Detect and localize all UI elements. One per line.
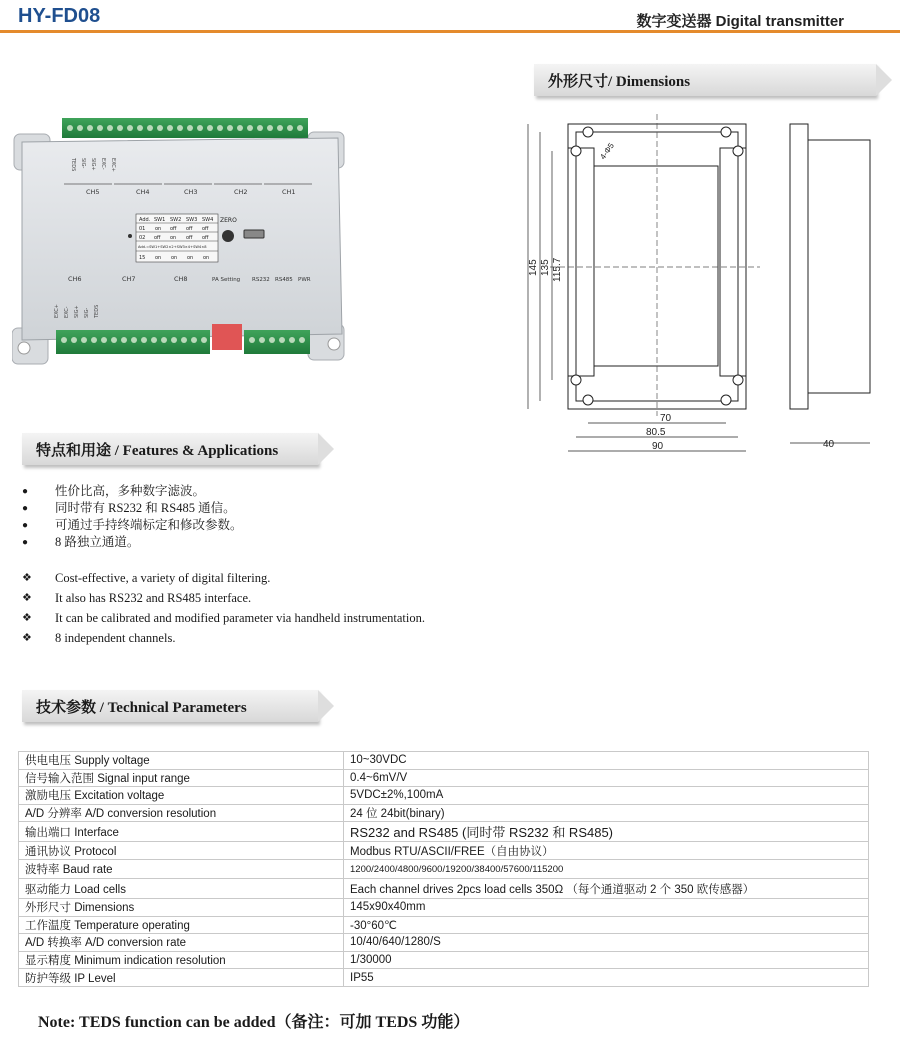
svg-text:off: off <box>202 235 209 241</box>
param-key: 激励电压 Excitation voltage <box>19 787 344 805</box>
zero-label: ZERO <box>220 217 237 224</box>
svg-text:off: off <box>154 235 161 241</box>
side-view-body <box>808 140 870 393</box>
svg-text:SIG+: SIG+ <box>90 158 96 171</box>
svg-text:Add.=SW1+SW2×2+SW3×4+SW4×8: Add.=SW1+SW2×2+SW3×4+SW4×8 <box>138 245 207 249</box>
svg-text:on: on <box>171 255 178 261</box>
svg-text:SIG-: SIG- <box>80 158 86 169</box>
dim-70: 70 <box>660 413 672 424</box>
features-heading-text: 特点和用途 / Features & Applications <box>36 443 279 459</box>
table-row <box>19 898 869 916</box>
list-item: ❖ It can be calibrated and modified parameter via handheld instrumentation. <box>22 608 425 628</box>
ch1-label: CH1 <box>282 188 296 196</box>
svg-text:EXC+: EXC+ <box>54 304 60 318</box>
dim-115-7: 115.7 <box>552 257 563 282</box>
svg-text:on: on <box>155 255 162 261</box>
param-key: A/D 分辨率 A/D conversion resolution <box>19 804 344 822</box>
ch5-label: CH5 <box>86 188 100 196</box>
param-value: 5VDC±2%,100mA <box>344 787 869 805</box>
left-rail <box>568 148 594 376</box>
ch3-label: CH3 <box>184 188 198 196</box>
svg-text:SW1: SW1 <box>154 217 166 223</box>
svg-text:15: 15 <box>139 255 146 261</box>
centerlines <box>550 114 760 416</box>
table-row <box>19 879 869 899</box>
svg-text:SW3: SW3 <box>186 217 198 223</box>
features-en-list <box>22 568 425 648</box>
table-row <box>19 769 869 787</box>
dimensions-heading <box>534 64 876 96</box>
ch8-label: CH8 <box>174 275 188 283</box>
list-item: ❖ Cost-effective, a variety of digital filtering. <box>22 568 425 588</box>
pa-dip-switch <box>212 324 242 350</box>
list-item: ❖ It also has RS232 and RS485 interface. <box>22 588 425 608</box>
param-value: -30°60℃ <box>344 916 869 934</box>
hole-callout: 4-Φ5 <box>598 141 616 162</box>
svg-text:02: 02 <box>139 235 146 241</box>
pwr-label: PWR <box>298 277 311 283</box>
svg-text:TEDS: TEDS <box>70 158 76 172</box>
param-value: 24 位 24bit(binary) <box>344 804 869 822</box>
product-name: 数字变送器 Digital transmitter <box>636 13 844 30</box>
right-rail <box>720 148 746 376</box>
technical-heading <box>22 690 318 722</box>
dimension-lines <box>528 124 870 451</box>
teds-note: Note: TEDS function can be added（备注：可加 TEDS 功能） <box>38 1014 470 1031</box>
parameters-table <box>18 751 869 987</box>
table-row <box>19 752 869 770</box>
svg-text:EXC+: EXC+ <box>110 158 116 172</box>
svg-text:EXC-: EXC- <box>64 306 70 318</box>
svg-text:off: off <box>170 226 177 232</box>
ch7-label: CH7 <box>122 275 136 283</box>
features-cn-list <box>22 483 243 551</box>
usb-port-icon <box>244 230 264 238</box>
header-rule <box>0 30 900 33</box>
lid-outline <box>594 166 718 366</box>
svg-text:on: on <box>155 226 162 232</box>
param-key: 通讯协议 Protocol <box>19 842 344 860</box>
param-value: 1200/2400/4800/9600/19200/38400/57600/115200 <box>344 859 869 879</box>
param-key: 供电电压 Supply voltage <box>19 752 344 770</box>
rs232-label: RS232 <box>252 277 270 283</box>
svg-text:01: 01 <box>139 226 146 232</box>
table-row <box>19 822 869 842</box>
param-value: 10/40/640/1280/S <box>344 934 869 952</box>
model-number: HY-FD08 <box>18 5 101 27</box>
table-row <box>19 969 869 987</box>
param-key: 波特率 Baud rate <box>19 859 344 879</box>
param-value: IP55 <box>344 969 869 987</box>
page-header <box>0 0 900 34</box>
features-heading <box>22 433 318 465</box>
mount-hole-icon <box>328 338 340 350</box>
list-item: ● 8 路独立通道。 <box>22 534 243 551</box>
param-key: 驱动能力 Load cells <box>19 879 344 899</box>
zero-button[interactable] <box>222 230 234 242</box>
param-value: 0.4~6mV/V <box>344 769 869 787</box>
side-view-outer <box>790 124 808 409</box>
svg-text:Add.: Add. <box>139 217 151 223</box>
dim-135: 135 <box>540 259 551 276</box>
dim-40: 40 <box>823 439 835 450</box>
table-row <box>19 842 869 860</box>
svg-text:TEDS: TEDS <box>94 304 100 318</box>
param-value: 1/30000 <box>344 951 869 969</box>
list-item: ❖ 8 independent channels. <box>22 628 425 648</box>
svg-text:SIG-: SIG- <box>84 307 90 318</box>
device-photo <box>12 118 348 376</box>
led-indicator <box>128 234 132 238</box>
param-key: 信号输入范围 Signal input range <box>19 769 344 787</box>
param-value: 10~30VDC <box>344 752 869 770</box>
param-value: RS232 and RS485 (同时带 RS232 和 RS485) <box>344 822 869 842</box>
list-item: ● 可通过手持终端标定和修改参数。 <box>22 517 243 534</box>
dimensions-heading-text: 外形尺寸/ Dimensions <box>548 74 691 90</box>
dimension-drawing <box>520 110 880 460</box>
dim-90: 90 <box>652 441 664 452</box>
table-row <box>19 859 869 879</box>
list-item: ● 性价比高，多种数字滤波。 <box>22 483 243 500</box>
table-row <box>19 916 869 934</box>
table-row <box>19 934 869 952</box>
rs485-label: RS485 <box>275 277 293 283</box>
table-row <box>19 787 869 805</box>
param-key: 外形尺寸 Dimensions <box>19 898 344 916</box>
svg-text:on: on <box>170 235 177 241</box>
param-value: Each channel drives 2pcs load cells 350Ω （每个通道驱动 2 个 350 欧传感器） <box>344 879 869 899</box>
param-key: A/D 转换率 A/D conversion rate <box>19 934 344 952</box>
param-value: Modbus RTU/ASCII/FREE（自由协议） <box>344 842 869 860</box>
svg-text:SW4: SW4 <box>202 217 214 223</box>
ch2-label: CH2 <box>234 188 248 196</box>
ch4-label: CH4 <box>136 188 150 196</box>
svg-text:on: on <box>187 255 194 261</box>
mount-hole-icon <box>18 342 30 354</box>
table-row <box>19 804 869 822</box>
param-key: 工作温度 Temperature operating <box>19 916 344 934</box>
dim-145: 145 <box>528 259 539 276</box>
svg-text:SW2: SW2 <box>170 217 182 223</box>
ch6-label: CH6 <box>68 275 82 283</box>
svg-text:off: off <box>186 235 193 241</box>
param-value: 145x90x40mm <box>344 898 869 916</box>
svg-text:off: off <box>202 226 209 232</box>
pa-setting-label: PA Setting <box>212 277 241 283</box>
technical-heading-text: 技术参数 / Technical Parameters <box>36 700 247 716</box>
dip-switch-table <box>136 214 218 262</box>
param-key: 显示精度 Minimum indication resolution <box>19 951 344 969</box>
svg-text:EXC-: EXC- <box>100 158 106 170</box>
svg-text:on: on <box>203 255 210 261</box>
svg-text:SIG+: SIG+ <box>74 305 80 318</box>
param-key: 防护等级 IP Level <box>19 969 344 987</box>
param-key: 输出端口 Interface <box>19 822 344 842</box>
table-row <box>19 951 869 969</box>
svg-text:off: off <box>186 226 193 232</box>
dim-80-5: 80.5 <box>646 427 666 438</box>
list-item: ● 同时带有 RS232 和 RS485 通信。 <box>22 500 243 517</box>
